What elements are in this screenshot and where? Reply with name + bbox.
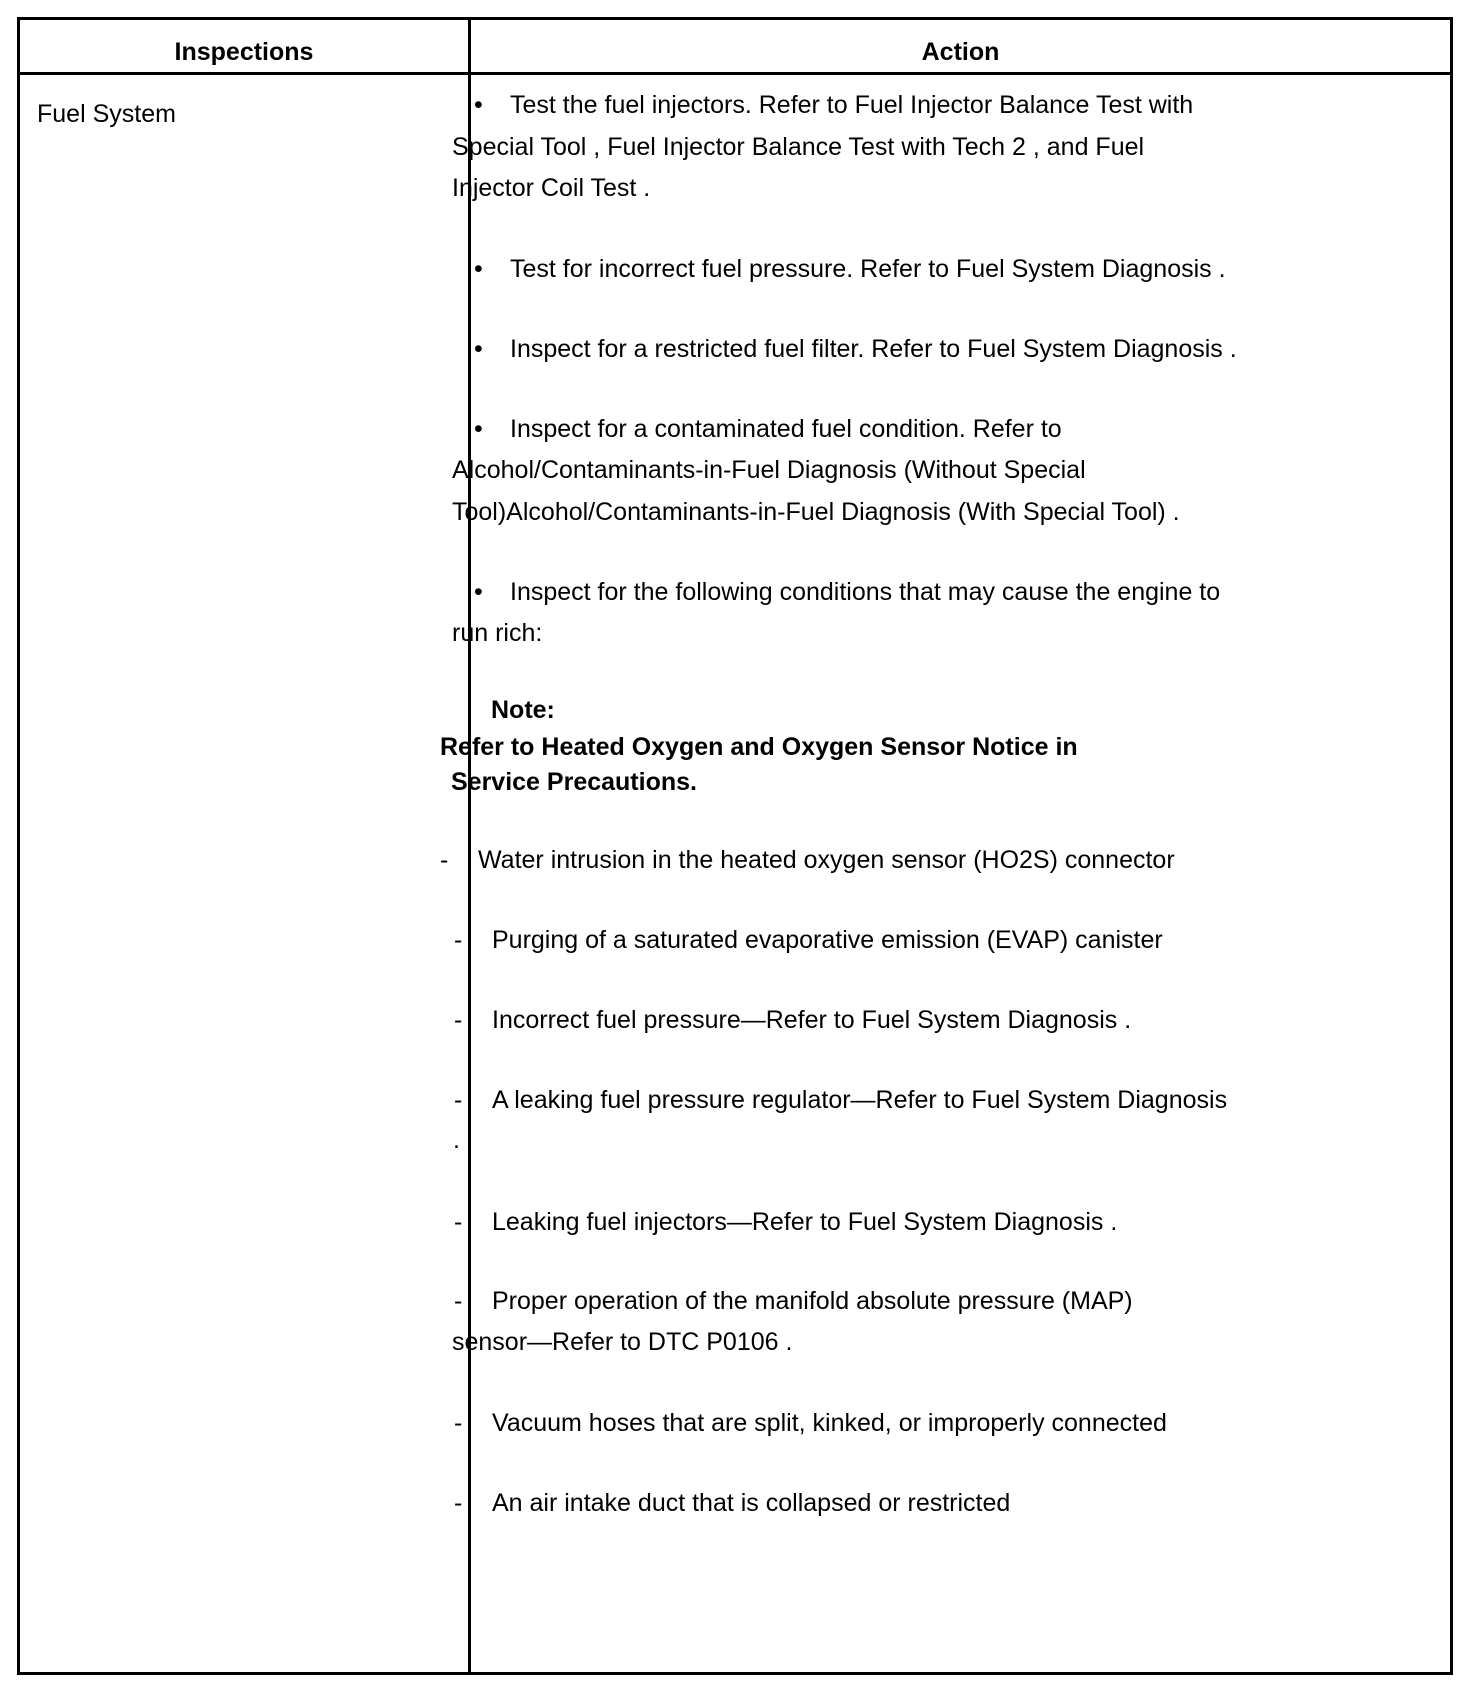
action-dash-1: - Water intrusion in the heated oxygen sensor (HO2S) connector bbox=[438, 838, 1175, 882]
action-bullet-4-line-3: Tool)Alcohol/Contaminants-in-Fuel Diagnosis (With Special Tool) . bbox=[452, 498, 1180, 526]
action-bullet-5-line-2: run rich: bbox=[452, 619, 543, 647]
bullet-icon: • bbox=[474, 415, 483, 443]
dash-icon: - bbox=[440, 846, 449, 874]
inspection-table bbox=[17, 17, 1453, 1675]
dash-icon: - bbox=[454, 926, 463, 954]
inspection-cell-fuel-system: Fuel System bbox=[37, 100, 176, 128]
dash-icon: - bbox=[454, 1409, 463, 1437]
action-bullet-5-line-1: • Inspect for the following conditions that may cause the engine to bbox=[472, 570, 1220, 614]
bullet-icon: • bbox=[474, 91, 483, 119]
action-bullet-1-line-3: Injector Coil Test . bbox=[452, 174, 651, 202]
action-dash-5: - Leaking fuel injectors—Refer to Fuel System Diagnosis . bbox=[452, 1200, 1117, 1244]
action-dash-7: - Vacuum hoses that are split, kinked, or improperly connected bbox=[452, 1401, 1167, 1445]
action-bullet-1-line-1: • Test the fuel injectors. Refer to Fuel Injector Balance Test with bbox=[472, 83, 1193, 127]
bullet-icon: • bbox=[474, 578, 483, 606]
bullet-icon: • bbox=[474, 335, 483, 363]
action-dash-3: - Incorrect fuel pressure—Refer to Fuel System Diagnosis . bbox=[452, 998, 1131, 1042]
dash-icon: - bbox=[454, 1006, 463, 1034]
action-dash-2: - Purging of a saturated evaporative emission (EVAP) canister bbox=[452, 918, 1163, 962]
note-line-2: Service Precautions. bbox=[451, 768, 697, 796]
action-bullet-3: • Inspect for a restricted fuel filter. Refer to Fuel System Diagnosis . bbox=[472, 327, 1237, 371]
table-header-row bbox=[20, 20, 1450, 75]
note-line-1: Refer to Heated Oxygen and Oxygen Sensor Notice in bbox=[440, 733, 1078, 761]
action-dash-6-line-2: sensor—Refer to DTC P0106 . bbox=[452, 1328, 793, 1356]
action-dash-4-line-1: - A leaking fuel pressure regulator—Refer to Fuel System Diagnosis bbox=[452, 1078, 1227, 1122]
dash-icon: - bbox=[454, 1287, 463, 1315]
action-bullet-4-line-2: Alcohol/Contaminants-in-Fuel Diagnosis (Without Special bbox=[452, 456, 1086, 484]
action-dash-8: - An air intake duct that is collapsed or restricted bbox=[452, 1481, 1010, 1525]
action-bullet-2: • Test for incorrect fuel pressure. Refer to Fuel System Diagnosis . bbox=[472, 247, 1226, 291]
action-dash-6-line-1: - Proper operation of the manifold absolute pressure (MAP) bbox=[452, 1279, 1133, 1323]
dash-icon: - bbox=[454, 1086, 463, 1114]
action-dash-4-line-2: . bbox=[453, 1126, 460, 1154]
dash-icon: - bbox=[454, 1489, 463, 1517]
action-bullet-1-line-2: Special Tool , Fuel Injector Balance Test with Tech 2 , and Fuel bbox=[452, 133, 1145, 161]
dash-icon: - bbox=[454, 1208, 463, 1236]
action-bullet-4-line-1: • Inspect for a contaminated fuel condition. Refer to bbox=[472, 407, 1062, 451]
bullet-icon: • bbox=[474, 255, 483, 283]
header-inspections: Inspections bbox=[174, 38, 314, 66]
note-title: Note: bbox=[491, 696, 555, 724]
header-action: Action bbox=[921, 38, 1000, 66]
